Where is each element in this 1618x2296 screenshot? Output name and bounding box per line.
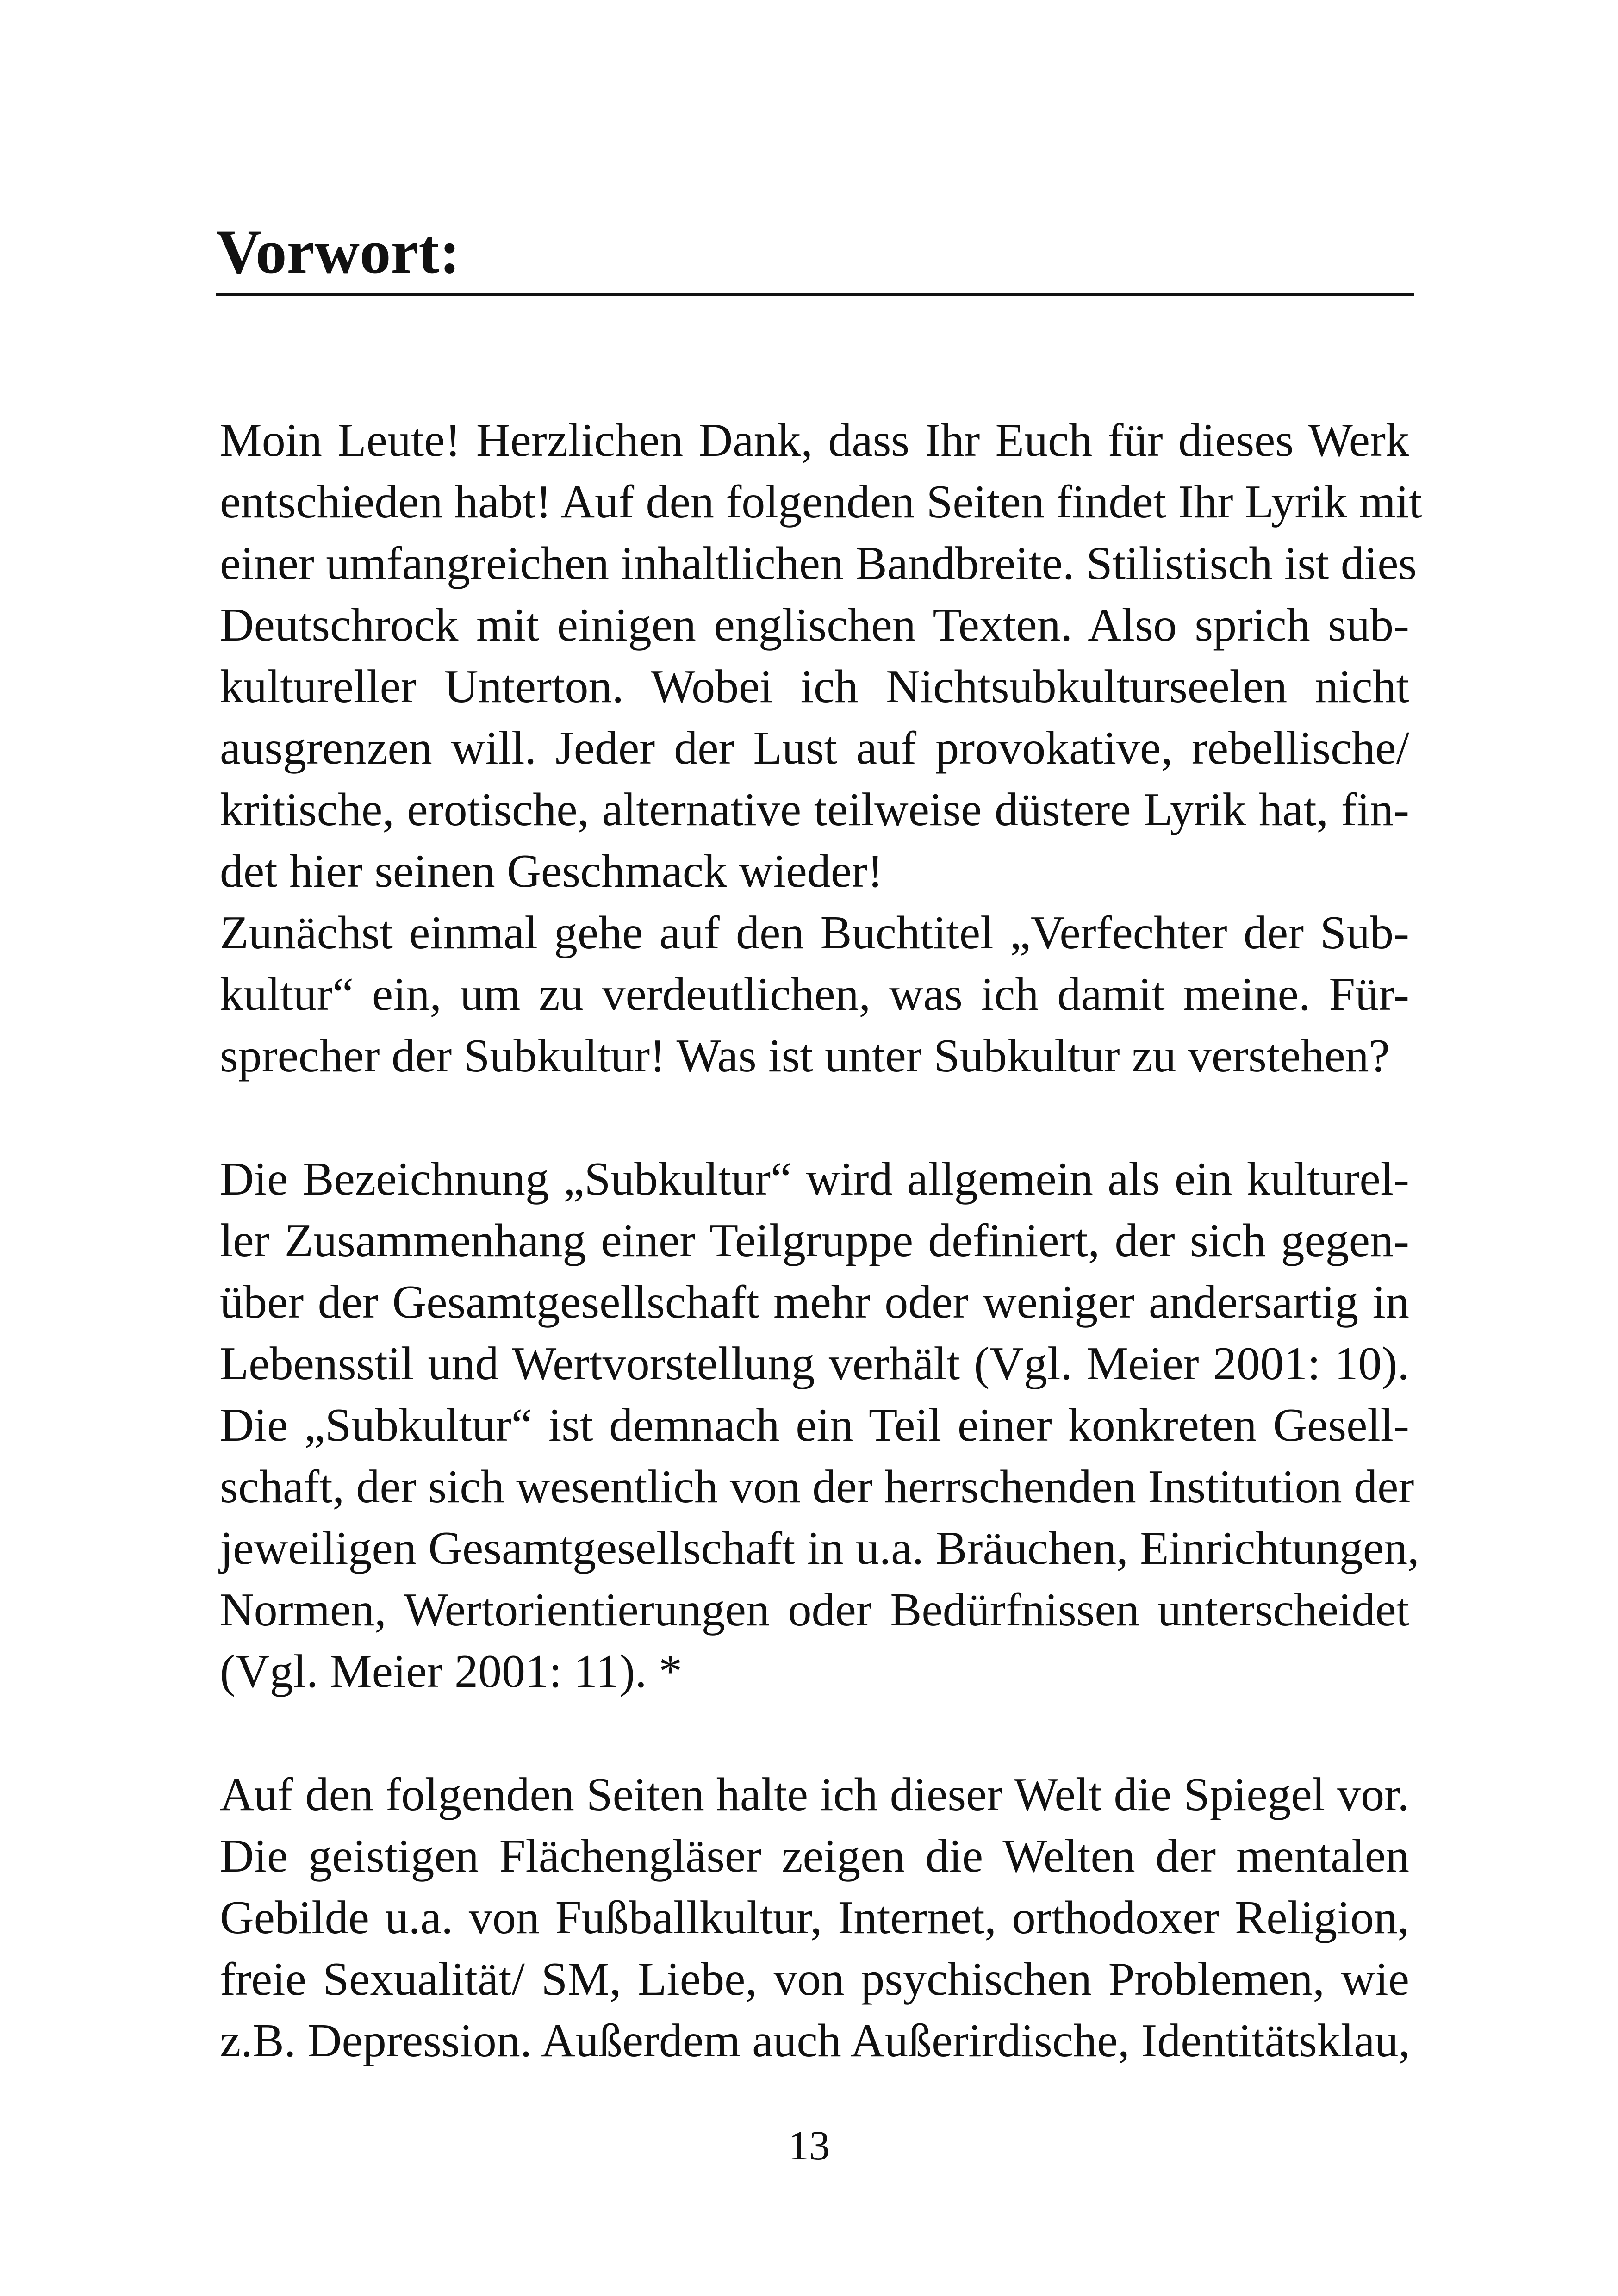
- text-line: ausgrenzen will. Jeder der Lust auf provokative, rebellische/: [220, 722, 1409, 774]
- text-line: Moin Leute! Herzlichen Dank, dass Ihr Euch für dieses Werk: [220, 414, 1409, 467]
- text-line: Deutschrock mit einigen englischen Texten. Also sprich sub-: [220, 599, 1409, 651]
- text-line: sprecher der Subkultur! Was ist unter Subkultur zu verstehen?: [220, 1030, 1390, 1082]
- text-line: Gebilde u.a. von Fußballkultur, Internet, orthodoxer Religion,: [220, 1892, 1409, 1944]
- text-line: ler Zusammenhang einer Teilgruppe definiert, der sich gegen-: [220, 1214, 1409, 1267]
- text-line: über der Gesamtgesellschaft mehr oder weniger andersartig in: [220, 1276, 1409, 1328]
- text-line: kritische, erotische, alternative teilweise düstere Lyrik hat, fin-: [220, 784, 1409, 836]
- text-line: z.B. Depression. Außerdem auch Außerirdische, Identitätsklau,: [220, 2015, 1410, 2067]
- heading-underline: [216, 293, 1414, 296]
- page-number: 13: [788, 2123, 830, 2169]
- text-line: Die Bezeichnung „Subkultur“ wird allgemein als ein kulturel-: [220, 1153, 1409, 1205]
- text-line: einer umfangreichen inhaltlichen Bandbreite. Stilistisch ist dies: [220, 537, 1417, 590]
- text-line: (Vgl. Meier 2001: 11). *: [220, 1645, 683, 1698]
- text-line: kultureller Unterton. Wobei ich Nichtsubkulturseelen nicht: [220, 660, 1409, 713]
- text-line: entschieden habt! Auf den folgenden Seiten findet Ihr Lyrik mit: [220, 476, 1422, 528]
- text-line: Lebensstil und Wertvorstellung verhält (Vgl. Meier 2001: 10).: [220, 1338, 1409, 1390]
- text-line: Auf den folgenden Seiten halte ich dieser Welt die Spiegel vor.: [220, 1768, 1409, 1821]
- text-line: det hier seinen Geschmack wieder!: [220, 845, 884, 897]
- text-line: Die geistigen Flächengläser zeigen die Welten der mentalen: [220, 1830, 1409, 1882]
- text-line: Normen, Wertorientierungen oder Bedürfnissen unterscheidet: [220, 1584, 1409, 1636]
- text-line: Zunächst einmal gehe auf den Buchtitel „Verfechter der Sub-: [220, 907, 1409, 959]
- text-line: freie Sexualität/ SM, Liebe, von psychischen Problemen, wie: [220, 1953, 1409, 2005]
- text-line: schaft, der sich wesentlich von der herrschenden Institution der: [220, 1461, 1414, 1513]
- text-line: jeweiligen Gesamtgesellschaft in u.a. Bräuchen, Einrichtungen,: [220, 1522, 1419, 1574]
- text-line: kultur“ ein, um zu verdeutlichen, was ich damit meine. Für-: [220, 968, 1409, 1020]
- chapter-heading: Vorwort:: [216, 218, 461, 286]
- text-line: Die „Subkultur“ ist demnach ein Teil einer konkreten Gesell-: [220, 1399, 1409, 1451]
